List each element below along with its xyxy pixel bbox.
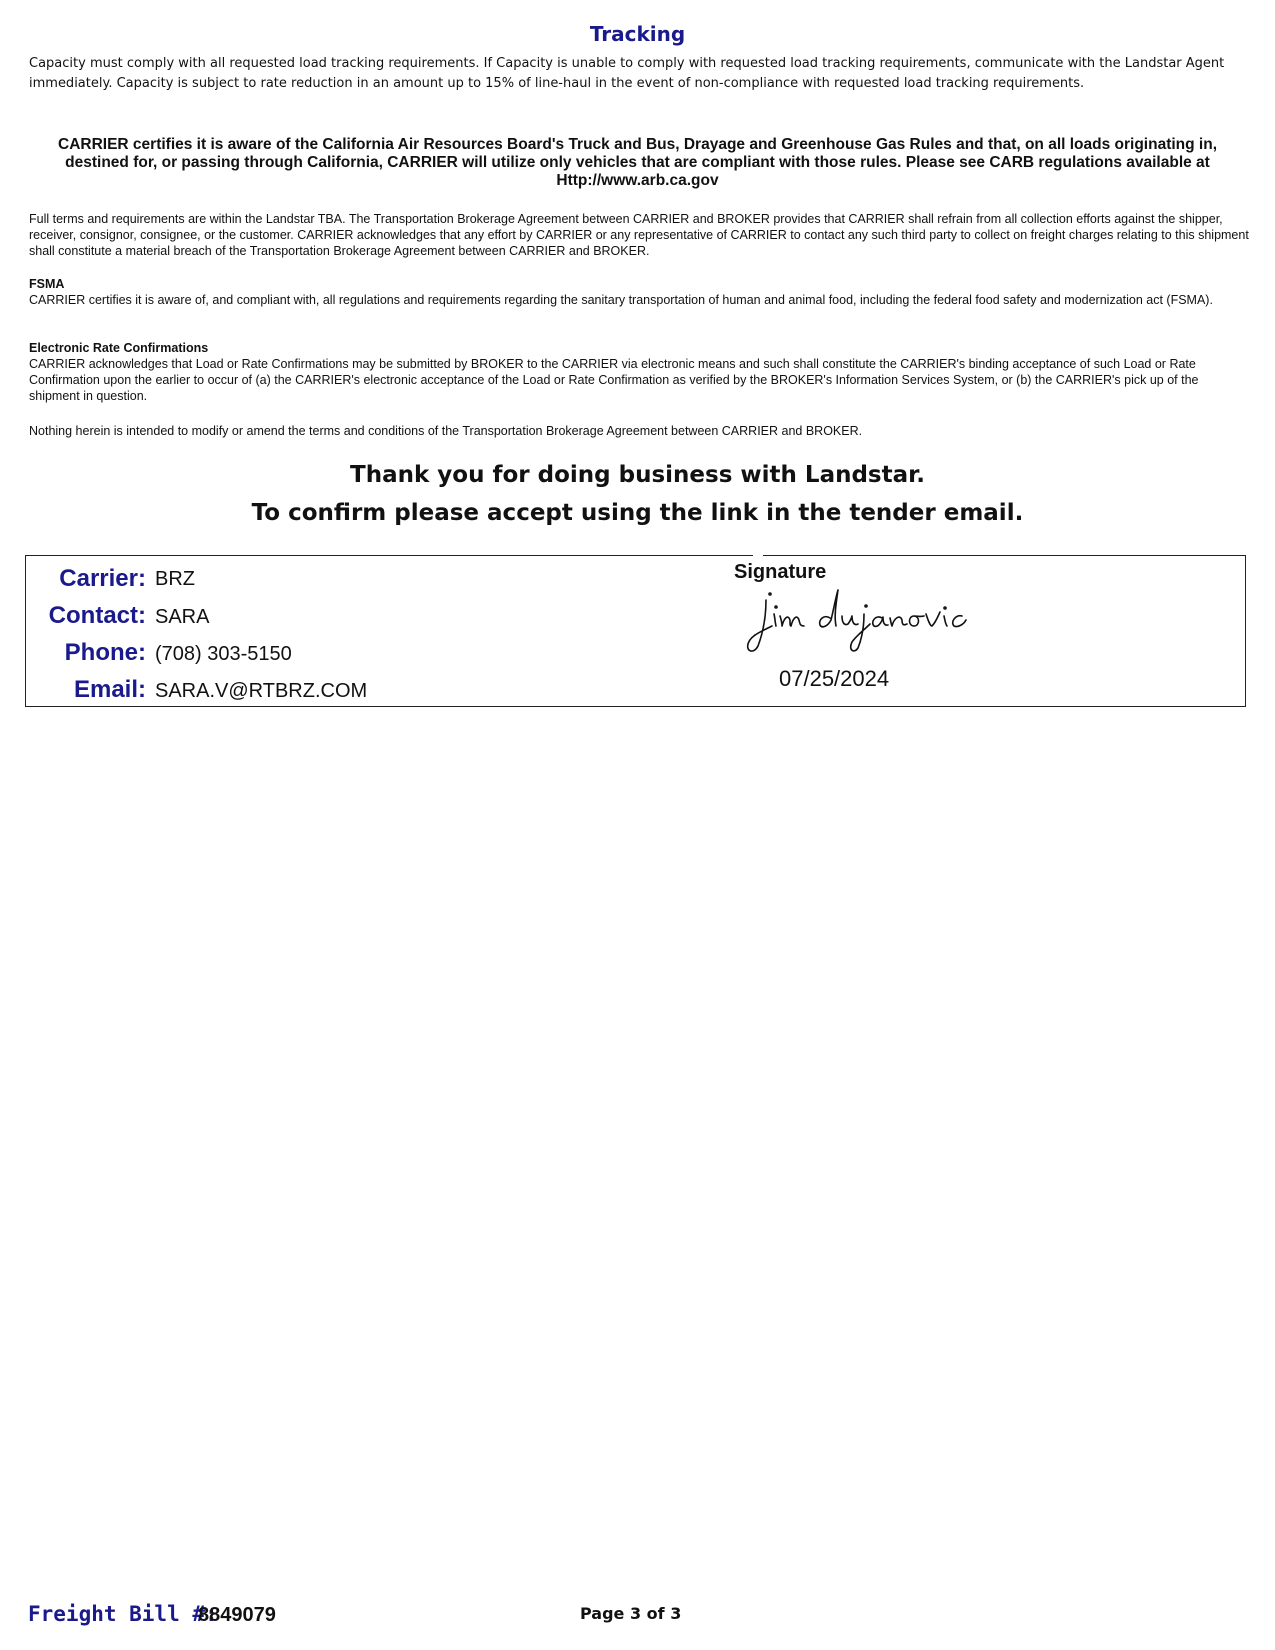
confirm-instruction-line: To confirm please accept using the link in the tender email. — [251, 500, 1024, 526]
signature-label: Signature — [734, 561, 827, 583]
email-label: Email: — [73, 676, 146, 703]
fsma-heading: FSMA — [29, 277, 65, 291]
nothing-herein-paragraph: Nothing herein is intended to modify or amend the terms and conditions of the Transportation Brokerage Agreement between CARRIER and BROKER. — [29, 424, 863, 438]
contact-label: Contact: — [48, 602, 146, 629]
tracking-title: Tracking — [589, 22, 686, 46]
fsma-body: CARRIER certifies it is aware of, and compliant with, all regulations and requirements regarding the sanitary transportation of human and animal food, including the federal food safety and modernization act (FSMA). — [29, 293, 1213, 307]
signature-date: 07/25/2024 — [779, 666, 890, 691]
freight-bill-label: Freight Bill #: — [28, 1602, 218, 1626]
full-terms-paragraph: Full terms and requirements are within the Landstar TBA. The Transportation Brokerage Agreement between CARRIER and BROKER provides that CARRIER shall refrain from all collection efforts against the shipper, receiver, consignor, consignee, or the customer. CARRIER acknowledges that any effort by CARRIER or any representative of CARRIER to contact any such third party to collect on freight charges relating to this shipment shall constitute a material breach of the Transportation Brokerage Agreement between CARRIER and BROKER. — [29, 212, 1249, 258]
thank-you-line: Thank you for doing business with Landstar. — [350, 462, 925, 488]
phone-value: (708) 303-5150 — [155, 643, 292, 665]
thank-you-message — [0, 456, 1275, 532]
carb-notice: CARRIER certifies it is aware of the California Air Resources Board's Truck and Bus, Drayage and Greenhouse Gas Rules and that, on all loads originating in, destined for, or passing through California, CARRIER will utilize only vehicles that are compliant with those rules. Please see CARB regulations available at Http://www.arb.ca.gov — [58, 136, 1217, 189]
contact-value: SARA — [155, 606, 210, 628]
erc-heading: Electronic Rate Confirmations — [29, 341, 209, 355]
carrier-value: BRZ — [155, 568, 195, 590]
tracking-body: Capacity must comply with all requested load tracking requirements. If Capacity is unable to comply with requested load tracking requirements, communicate with the Landstar Agent immediately. Capacity is subject to rate reduction in an amount up to 15% of line-haul in the event of non-compliance with requested load tracking requirements. — [29, 56, 1225, 91]
page-number: Page 3 of 3 — [580, 1604, 682, 1623]
phone-label: Phone: — [64, 639, 146, 666]
handwritten-signature — [744, 586, 1004, 656]
erc-section — [29, 340, 1249, 404]
box-border-notch — [753, 553, 763, 557]
fsma-section — [29, 276, 1249, 308]
carrier-signature-box — [25, 555, 1246, 707]
email-value: SARA.V@RTBRZ.COM — [155, 680, 368, 702]
freight-bill-number: 8849079 — [198, 1604, 276, 1626]
carrier-label: Carrier: — [59, 565, 146, 592]
erc-body: CARRIER acknowledges that Load or Rate Confirmations may be submitted by BROKER to the CARRIER via electronic means and such shall constitute the CARRIER's binding acceptance of such Load or Rate Confirmation upon the earlier to occur of (a) the CARRIER's electronic acceptance of the Load or Rate Confirmation as verified by the BROKER's Information Services System, or (b) the CARRIER's pick up of the shipment in question. — [29, 357, 1199, 403]
